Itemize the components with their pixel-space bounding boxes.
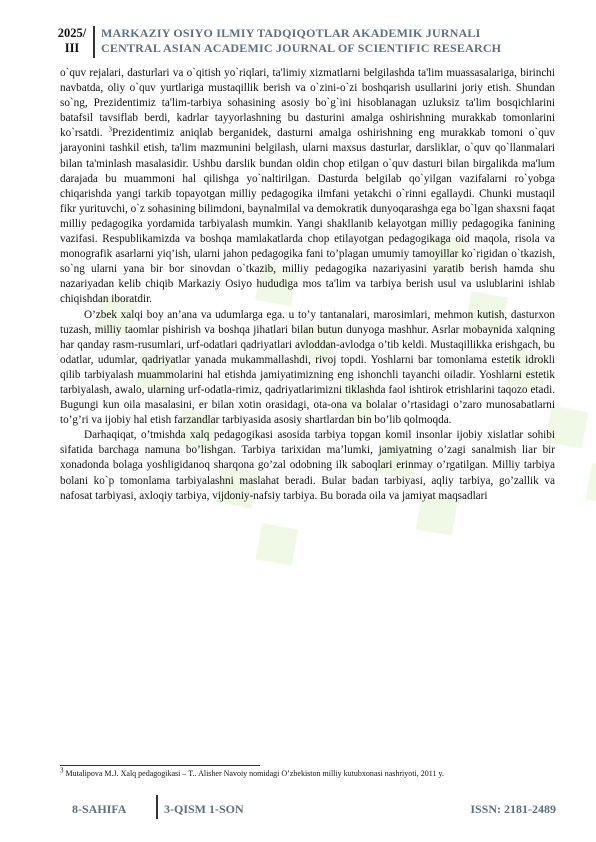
journal-header [55, 26, 565, 60]
article-body [60, 66, 555, 504]
journal-title-en: CENTRAL ASIAN ACADEMIC JOURNAL OF SCIENTIFIC RESEARCH [101, 41, 502, 55]
header-divider [93, 26, 95, 58]
footer-divider [156, 795, 158, 819]
issue-part: 3-QISM 1-SON [164, 802, 244, 816]
paragraph-2: O’zbek xalqi boy an’ana va udumlarga ega. u to’y tantanalari, marosimlari, mehmon kutish, dasturxon tuzash, milliy taomlar pishirish va boshqa jihatlari bilan butun dunyoga mashhur. Asrlar mobaynida xalqning har qanday rasm-rusumlari, urf-odatlari qadriyatlari avloddan-avlodga o’tib keldi. Mustaqillikka erishgach, bu odatlar, udumlar, qadriyatlar yanada mukammallashdi, rivoj topdi. Yoshlarni bar tomonlama estetik idrokli qilib tarbiyalash muammolarini hal etishda jamiyatimizning eng ishonchli tayanchi oiladir. Yoshlarni estetik tarbiyalash, awalo, ularning urf-odatla-rimiz, qadriyatlarimizni tiklashda faol ishtirok etrishlarini taqozo etadi. Bugungi kun oila masalasini, er bilan xotin orasidagi, ota-ona va bolalar o’rtasidagi o’zaro munosabatlarni to’g’ri va ijobiy hal etish farzandlar tarbiyasida asosiy shartlardan bin bo’lib qolmoqda. [60, 308, 555, 427]
footnote [60, 766, 555, 779]
journal-title-uz: MARKAZIY OSIYO ILMIY TADQIQOTLAR AKADEMIK JURNALI [101, 26, 481, 40]
paragraph-1-part-b: Prezidentimiz aniqlab berganidek, dasturni amalga oshirishning eng murakkab tomoni o`quv jarayonini tashkil etish, ta'lim mazmunini belgilash, ularni maxsus dasturlar, darsliklar, o`quv qo`llanmalari bilan ta'minlash masalasidir. Ushbu darslik bundan oldin chop etilgan o`quv dasturi bilan birgalikda ma'lum darajada bu muammoni hal qilishga yo`naltirilgan. Dasturda belgilab qo`yilgan vazifalarni ro`yobga chiqarishda yangi tarkib topayotgan milliy pedagogika ilmfani yetakchi o`rinni egallaydi. Chunki mustaqil fikr yurituvchi, o`z sohasining bilimdoni, baynalmilal va demokratik dunyoqarashga ega bo`lgan shaxsni faqat milliy pedagogika yordamida tarbiyalash mumkin. Yangi shakllanib kelayotgan milliy pedagogika fanining vazifasi. Respublikamizda va boshqa mamlakatlarda chop etilayotgan pedagogikaga oid maqola, risola va monografik asarlarni yiq’ish, ularni jahon pedagogika fani to’plagan umumiy tamoyillar ko`rigidan o`tkazish, so`ng ularni yana bir bor sinovdan o`tkazib, milliy pedagogika nazariyasini yaratib berish hamda shu nazariyadan kelib chiqib Markaziy Osiyo hududiga mos ta'lim va tarbiya berish usul va uslublarini ishlab chiqishdan iboratdir. [60, 127, 555, 306]
issue-number: 2025/ III [57, 26, 87, 55]
footnote-rule [60, 765, 260, 766]
footnote-marker: 3 [60, 766, 64, 775]
paragraph-1-part-a: o`quv rejalari, dasturlari va o`qitish yo`riqlari, ta'limiy xizmatlarni belgilashda ta'lim muassasalariga, birinchi navbatda, oliy o`quv yurtlariga mustaqillik berish va o`zini-o`zi boshqarish usullarini joriy etish. Shundan so`ng, Prezidentimiz ta'lim-tarbiya sohasining asosiy bo`g`ini hisoblanagan uzluksiz ta'lim bosqichlarini batafsil tavsiflab berdi, kadrlar tayyorlashning bu dasturini amalga oshirishning murakkab tomonlarini ko`rsatdi. [60, 67, 555, 140]
page-footer [72, 795, 556, 825]
paragraph-3: Darhaqiqat, o’tmishda xalq pedagogikasi asosida tarbiya topgan komil insonlar ijobiy xislatlar sohibi sifatida barchaga namuna bo’lishgan. Tarbiya tarixidan ma’lumki, jamiyatning o’zagi sanalmish liar bir xonadonda bolaga yoshligidanoq sharqona go’zal odobning ilk saboqlari erinmay o’rgatilgan. Milliy tarbiya bolani ko`p tomonlama tarbiyalashni maslahat beradi. Bular badan tarbiyasi, aqliy tarbiya, go’zallik va nafosat tarbiyasi, axloqiy tarbiya, vijdoniy-nafsiy tarbiya. Bu borada oila va jamiyat maqsadlari [60, 429, 555, 502]
journal-title [101, 26, 563, 56]
issn: ISSN: 2181-2489 [470, 802, 556, 816]
footnote-ref[interactable]: 3 [108, 125, 112, 134]
page-number: 8-SAHIFA [72, 802, 127, 816]
footnote-text: Mutalipova M.J. Xalq pedagogikasi – T.. Alisher Navoiy nomidagi O’zbekiston milliy kutubxonasi nashriyoti, 2011 y. [63, 769, 444, 778]
paragraph-1 [60, 66, 555, 308]
